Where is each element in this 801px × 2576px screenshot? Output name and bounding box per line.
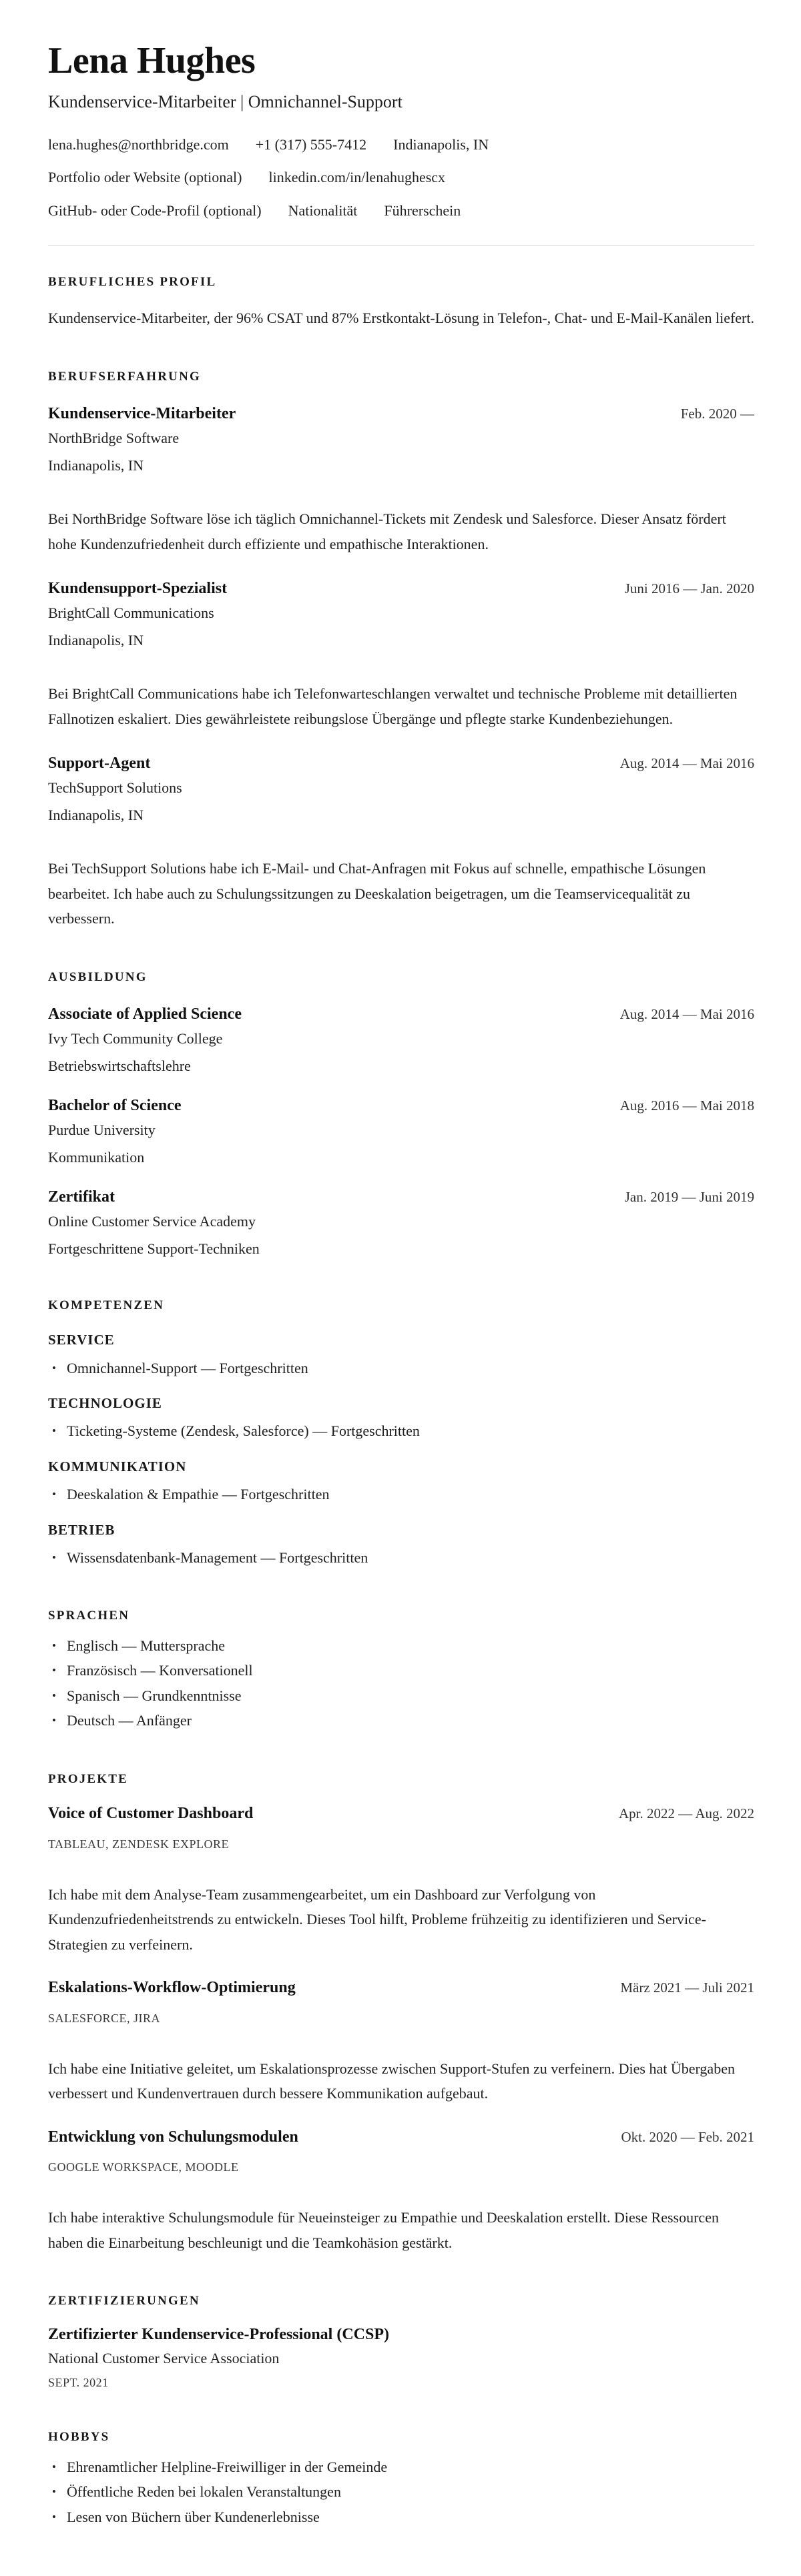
skill-item [48, 1418, 754, 1443]
skill-list [48, 1545, 754, 1570]
project-title: Eskalations-Workflow-Optimierung [48, 1979, 296, 1997]
project-title: Entwicklung von Schulungsmodulen [48, 2128, 298, 2146]
job-dates: Feb. 2020 — [680, 406, 754, 422]
section-projects [48, 1771, 754, 2256]
bullet-icon: • [52, 1639, 56, 1652]
skill-list [48, 1418, 754, 1443]
job-dates: Aug. 2014 — Mai 2016 [619, 755, 754, 772]
contact-row-3 [48, 201, 754, 221]
skill-item [48, 1482, 754, 1507]
job-location: Indianapolis, IN [48, 456, 144, 474]
job-entry-head [48, 753, 754, 775]
person-headline: Kundenservice-Mitarbeiter | Omnichannel-Support [48, 92, 403, 112]
school-name: Purdue University [48, 1121, 156, 1138]
portfolio-placeholder-text: Portfolio oder Website (optional) [48, 169, 242, 186]
education-dates: Aug. 2014 — Mai 2016 [619, 1006, 754, 1023]
language-item [48, 1658, 754, 1683]
job-company: NorthBridge Software [48, 429, 180, 446]
degree-title: Associate of Applied Science [48, 1005, 242, 1023]
section-experience [48, 368, 754, 931]
certification-name: Zertifizierter Kundenservice-Professional (CCSP) [48, 2325, 389, 2343]
education-dates: Aug. 2016 — Mai 2018 [619, 1098, 754, 1114]
job-description: Bei TechSupport Solutions habe ich E-Mail- und Chat-Anfragen mit Fokus auf schnelle, empathische Lösungen bearbeitet. Ich habe auch zu Schulungssitzungen zu Deeskalation beigetragen, um die Teamservicequalität zu verbessern. [48, 860, 706, 927]
skill-category: TECHNOLOGIE [48, 1395, 162, 1412]
section-profile [48, 274, 754, 331]
job-entry-head [48, 578, 754, 600]
project-dates: Apr. 2022 — Aug. 2022 [618, 1805, 754, 1822]
field-of-study: Kommunikation [48, 1148, 145, 1166]
bullet-icon: • [52, 2510, 56, 2523]
section-languages [48, 1607, 754, 1733]
skill-list [48, 1356, 754, 1380]
skill-item-text: Omnichannel-Support — Fortgeschritten [67, 1359, 308, 1376]
education-entry-head [48, 1095, 754, 1118]
language-item [48, 1708, 754, 1733]
job-title: Support-Agent [48, 755, 151, 773]
languages-heading: SPRACHEN [48, 1609, 130, 1623]
education-entry [48, 1003, 754, 1076]
experience-heading: BERUFSERFAHRUNG [48, 369, 201, 384]
hobby-item [48, 2479, 754, 2504]
bullet-icon: • [52, 1551, 56, 1564]
degree-title: Zertifikat [48, 1188, 115, 1206]
project-entry-head [48, 1803, 754, 1825]
skills-heading: KOMPETENZEN [48, 1298, 165, 1312]
skill-list [48, 1482, 754, 1507]
hobby-item-text: Öffentliche Reden bei lokalen Veranstaltungen [67, 2483, 341, 2501]
certification-date: SEPT. 2021 [48, 2376, 109, 2390]
job-title: Kundenservice-Mitarbeiter [48, 405, 236, 423]
hobby-item [48, 2455, 754, 2479]
language-item-text: Deutsch — Anfänger [67, 1712, 192, 1729]
language-item-text: Französisch — Konversationell [67, 1662, 253, 1679]
project-description: Ich habe eine Initiative geleitet, um Eskalationsprozesse zwischen Support-Stufen zu verfeinern. Dies hat Übergaben verbessert und Kundenvertrauen durch bessere Kommunikation aufgebaut. [48, 2060, 735, 2102]
section-skills [48, 1297, 754, 1571]
degree-title: Bachelor of Science [48, 1097, 182, 1115]
profile-heading: BERUFLICHES PROFIL [48, 274, 217, 289]
bullet-icon: • [52, 1361, 56, 1374]
person-name: Lena Hughes [48, 40, 256, 81]
skill-category: KOMMUNIKATION [48, 1458, 187, 1474]
project-tools: TABLEAU, ZENDESK EXPLORE [48, 1837, 230, 1851]
bullet-icon: • [52, 1664, 56, 1677]
job-title: Kundensupport-Spezialist [48, 580, 228, 598]
github-placeholder-text: GitHub- oder Code-Profil (optional) [48, 201, 262, 219]
project-dates: Okt. 2020 — Feb. 2021 [621, 2128, 754, 2145]
bullet-icon: • [52, 2485, 56, 2499]
education-entry [48, 1095, 754, 1168]
job-entry [48, 403, 754, 556]
skill-item-text: Deeskalation & Empathie — Fortgeschritten [67, 1486, 330, 1503]
profile-text: Kundenservice-Mitarbeiter, der 96% CSAT und 87% Erstkontakt-Lösung in Telefon-, Chat- und E-Mail-Kanälen liefert. [48, 310, 754, 327]
education-entry [48, 1186, 754, 1259]
field-of-study: Fortgeschrittene Support-Techniken [48, 1240, 260, 1257]
hobby-list [48, 2455, 754, 2529]
project-entry-head [48, 1977, 754, 2000]
project-dates: März 2021 — Juli 2021 [620, 1980, 754, 1996]
education-entry-head [48, 1186, 754, 1209]
job-entry [48, 753, 754, 931]
resume-header [48, 39, 754, 221]
job-company: BrightCall Communications [48, 604, 214, 621]
bullet-icon: • [52, 1714, 56, 1727]
drivers-license-text: Führerschein [384, 201, 461, 219]
nationality-text: Nationalität [288, 201, 358, 219]
language-item [48, 1683, 754, 1708]
hobby-item-text: Ehrenamtlicher Helpline-Freiwilliger in der Gemeinde [67, 2458, 388, 2475]
school-name: Ivy Tech Community College [48, 1029, 223, 1047]
contact-row-2 [48, 167, 754, 187]
job-location: Indianapolis, IN [48, 806, 144, 823]
projects-heading: PROJEKTE [48, 1771, 129, 1786]
project-tools: GOOGLE WORKSPACE, MOODLE [48, 2160, 239, 2174]
job-description: Bei BrightCall Communications habe ich Telefonwarteschlangen verwaltet und technische Probleme mit detaillierten Fallnotizen eskaliert. Dies gewährleistete reibungslose Übergänge und pflegte starke Kundenbeziehungen. [48, 685, 738, 727]
linkedin-text: linkedin.com/in/lenahughescx [268, 169, 446, 186]
project-entry-head [48, 2126, 754, 2149]
hobbies-heading: HOBBYS [48, 2430, 110, 2445]
certifications-heading: ZERTIFIZIERUNGEN [48, 2294, 200, 2308]
job-location: Indianapolis, IN [48, 631, 144, 649]
project-tools: SALESFORCE, JIRA [48, 2011, 161, 2025]
skill-group [48, 1394, 754, 1444]
skill-item-text: Ticketing-Systeme (Zendesk, Salesforce) — Fortgeschritten [67, 1422, 420, 1440]
project-entry [48, 1803, 754, 1957]
bullet-icon: • [52, 2460, 56, 2473]
job-entry [48, 578, 754, 731]
school-name: Online Customer Service Academy [48, 1213, 256, 1230]
education-entry-head [48, 1003, 754, 1026]
language-item-text: Englisch — Muttersprache [67, 1637, 226, 1654]
certification-entry [48, 2324, 754, 2392]
education-dates: Jan. 2019 — Juni 2019 [624, 1189, 754, 1206]
section-education [48, 969, 754, 1260]
contact-row-1 [48, 135, 754, 155]
location-text: Indianapolis, IN [393, 135, 489, 153]
skill-category: BETRIEB [48, 1521, 115, 1538]
certification-issuer: National Customer Service Association [48, 2350, 280, 2367]
section-hobbies [48, 2429, 754, 2529]
hobby-item [48, 2505, 754, 2529]
header-divider [48, 245, 754, 246]
field-of-study: Betriebswirtschaftslehre [48, 1057, 191, 1074]
skill-group [48, 1521, 754, 1571]
project-title: Voice of Customer Dashboard [48, 1805, 254, 1823]
skill-item [48, 1356, 754, 1380]
bullet-icon: • [52, 1689, 56, 1702]
project-entry [48, 1977, 754, 2106]
project-entry [48, 2126, 754, 2256]
skill-category: SERVICE [48, 1332, 115, 1348]
project-description: Ich habe mit dem Analyse-Team zusammengearbeitet, um ein Dashboard zur Verfolgung von Kundenzufriedenheitstrends zu entwickeln. Dieses Tool hilft, Probleme frühzeitig zu identifizieren und Service-Strategien zu verfeinern. [48, 1885, 706, 1953]
project-description: Ich habe interaktive Schulungsmodule für Neueinsteiger zu Empathie und Deeskalation erstellt. Diese Ressourcen haben die Einarbeitung beschleunigt und die Teamkohäsion gestärkt. [48, 2209, 719, 2251]
skill-item-text: Wissensdatenbank-Management — Fortgeschritten [67, 1549, 368, 1566]
job-dates: Juni 2016 — Jan. 2020 [624, 580, 754, 597]
skill-group [48, 1457, 754, 1507]
job-entry-head [48, 403, 754, 426]
language-item-text: Spanisch — Grundkenntnisse [67, 1687, 242, 1704]
bullet-icon: • [52, 1424, 56, 1438]
job-company: TechSupport Solutions [48, 779, 182, 796]
bullet-icon: • [52, 1488, 56, 1501]
job-description: Bei NorthBridge Software löse ich täglich Omnichannel-Tickets mit Zendesk und Salesforce. Dieser Ansatz fördert hohe Kundenzufriedenheit durch effiziente und empathische Interaktionen. [48, 510, 726, 552]
language-list [48, 1633, 754, 1733]
skill-item [48, 1545, 754, 1570]
education-heading: AUSBILDUNG [48, 969, 148, 984]
hobby-item-text: Lesen von Büchern über Kundenerlebnisse [67, 2508, 320, 2525]
skill-group [48, 1330, 754, 1380]
language-item [48, 1633, 754, 1658]
phone-text: +1 (317) 555-7412 [255, 135, 367, 153]
email-text: lena.hughes@northbridge.com [48, 135, 229, 153]
section-certifications [48, 2292, 754, 2391]
